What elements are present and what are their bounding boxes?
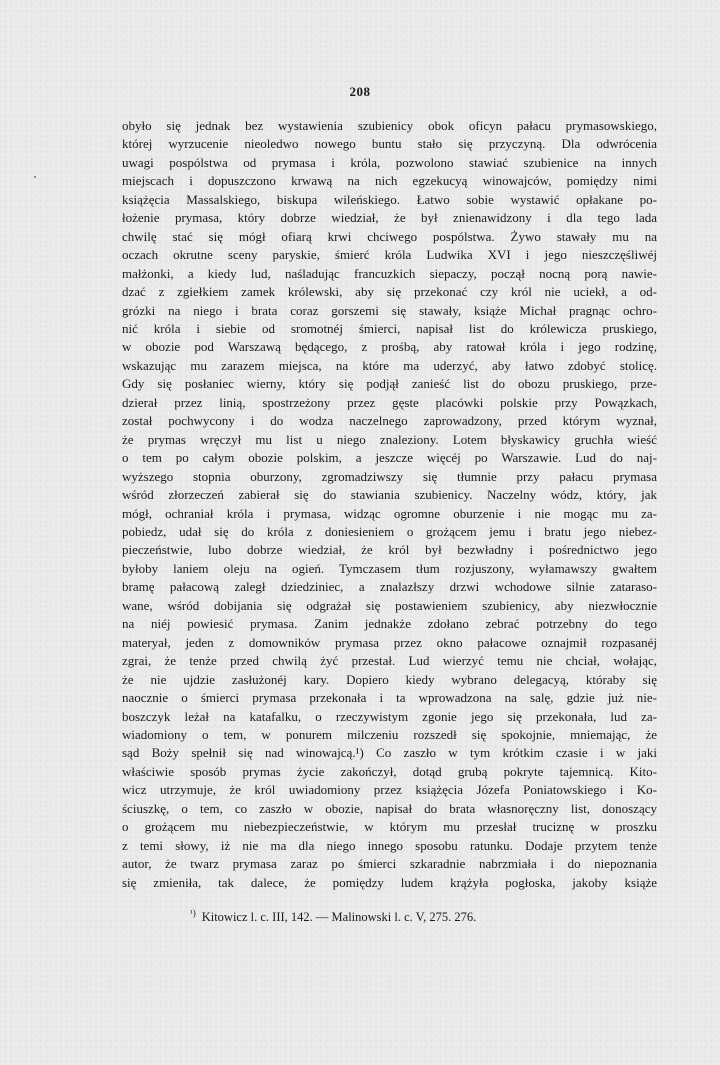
text-line: materyał, jeden z domowników prymasa przez okno pałacowe oznajmił rozpasanéj: [122, 634, 657, 650]
page-number: 208: [349, 84, 371, 99]
text-line: wskazując mu zarazem miejsca, na które ma uderzyć, aby łatwo zdobyć stolicę.: [122, 357, 657, 373]
text-line: uwagi pospólstwa od prymasa i króla, pozwolono stawiać szubienice na innych: [122, 154, 657, 170]
text-line: grózki na niego i brata coraz gorszemi się stawały, książe Michał pragnąc ochro-: [122, 302, 657, 318]
text-line: zgrai, że tenże przed chwilą żyć przestał. Lud wierzyć temu nie chciał, wołając,: [122, 653, 657, 669]
text-line: pobiedz, udał się do króla z doniesieniem o grożącem jemu i bratu jego niebez-: [122, 523, 657, 539]
text-line: ściuszkę, o tem, co zaszło w obozie, napisał do brata własnoręczny list, donoszący: [122, 800, 657, 816]
footnote: [190, 908, 476, 925]
text-line: wicz utrzymuje, że król uwiadomiony przez książęcia Józefa Poniatowskiego i Ko-: [122, 782, 657, 798]
text-line: wane, wśród dobijania się odgrażał się postawieniem szubienicy, aby niezwłocznie: [122, 597, 657, 613]
text-line: której wyrzucenie nieoledwo nowego buntu stało się przyczyną. Dla odwrócenia: [122, 136, 657, 152]
margin-speck: [34, 176, 36, 178]
text-line: wiadomiony o tem, w ponurem milczeniu rozszedł się spokojnie, mniemając, że: [122, 726, 657, 742]
text-line: dzać z zgiełkiem zamek królewski, aby się przekonać czy król nie uciekł, a od-: [122, 284, 657, 300]
text-line: boszczyk leżał na katafalku, o rzeczywistym zgonie jego się przekonała, lud za-: [122, 708, 657, 724]
text-line: o tem po całym obozie polskim, a jeszcze więcéj po Warszawie. Lud do naj-: [122, 450, 657, 466]
text-line: sąd Boży spełnił się nad winowajcą.¹) Co zaszło w tym krótkim czasie i w jaki: [122, 745, 657, 761]
text-line: z temi słowy, iż nie ma dla niego innego sposobu ratunku. Dodaje przytem tenże: [122, 837, 657, 853]
text-line: pieczeństwie, lubo dobrze wiedział, że król był bezwładny i pośrednictwo jego: [122, 542, 657, 558]
text-line: oczach okrutne sceny paryskie, śmierć króla Ludwika XVI i jego nieszczęśliwéj: [122, 247, 657, 263]
text-line: wśród złorzeczeń zabierał się do stawiania szubienicy. Naczelny wódz, który, jak: [122, 487, 657, 503]
text-line: wyższego stopnia oburzony, zgromadziwszy się tłumnie przy pałacu prymasa: [122, 468, 657, 484]
footnote-text: Kitowicz l. c. III, 142. — Malinowski l. c. V, 275. 276.: [201, 910, 477, 925]
text-line: mógł, ochraniał króla i prymasa, widząc ogromne oburzenie i nie mogąc mu za-: [122, 505, 657, 521]
text-line: łożenie prymasa, który dobrze wiedział, że był znienawidzony i dla tego lada: [122, 210, 657, 226]
text-line: byłoby laniem oleju na ogień. Tymczasem tłum rozjuszony, wyłamawszy gwałtem: [122, 560, 657, 576]
text-line: naocznie o śmierci prymasa przekonała i ta wprowadzona na salę, gdzie już nie-: [122, 690, 657, 706]
text-line: dzierał przez linią, spostrzeżony przez gęste placówki polskie przy Powązkach,: [122, 394, 657, 410]
text-line: małżonki, a kiedy lud, naśladując francuzkich siepaczy, począł nocną porą nawie-: [122, 265, 657, 281]
text-line: miejscach i dopuszczono krwawą na nich egzekucyą winowajców, pomiędzy nimi: [122, 173, 657, 189]
text-line: że prymas wręczył mu list u niego znaleziony. Lotem błyskawicy gruchła wieść: [122, 431, 657, 447]
text-line: został pochwycony i do wodza naczelnego zaprowadzony, przed którym wyznał,: [122, 413, 657, 429]
text-line: na niéj powiesić prymasa. Zanim jednakże zdołano zebrać potrzebny do tego: [122, 616, 657, 632]
text-line: o grożącem mu niebezpieczeństwie, w którym mu przesłał truciznę w proszku: [122, 819, 657, 835]
text-line: Gdy się posłaniec wierny, który się podjął zanieść list do obozu pruskiego, prze-: [122, 376, 657, 392]
text-line: w obozie pod Warszawą będącego, z prośbą, aby ratował króla i jego rodzinę,: [122, 339, 657, 355]
text-line: chwilę stać się mógł ofiarą krwi chciwego pospólstwa. Żywo stawały mu na: [122, 228, 657, 244]
body-text: [122, 117, 657, 892]
text-line: się zmieniła, tak dalece, że pomiędzy ludem krążyła pogłoska, jakoby książe: [122, 874, 657, 890]
text-line: właściwie sposób prymas życie zakończył, dotąd grubą pokryte tajemnicą. Kito-: [122, 763, 657, 779]
text-line: nić króla i siebie od sromotnéj śmierci, napisał list do królewicza pruskiego,: [122, 320, 657, 336]
text-line: autor, że twarz prymasa zaraz po śmierci szkaradnie nabrzmiała i do niepoznania: [122, 856, 657, 872]
text-line: książęcia Massalskiego, biskupa wileńskiego. Łatwo sobie wystawić opłakane po-: [122, 191, 657, 207]
text-line: bramę pałacową zaległ dziedziniec, a znalazłszy drzwi wchodowe silnie zataraso-: [122, 579, 657, 595]
footnote-mark: ¹): [190, 908, 196, 918]
text-line: że nie ujdzie zasłużonéj kary. Dopiero kiedy wybrano delegacyą, któraby się: [122, 671, 657, 687]
text-line: obyło się jednak bez wystawienia szubienicy obok oficyn pałacu prymasowskiego,: [122, 118, 657, 133]
